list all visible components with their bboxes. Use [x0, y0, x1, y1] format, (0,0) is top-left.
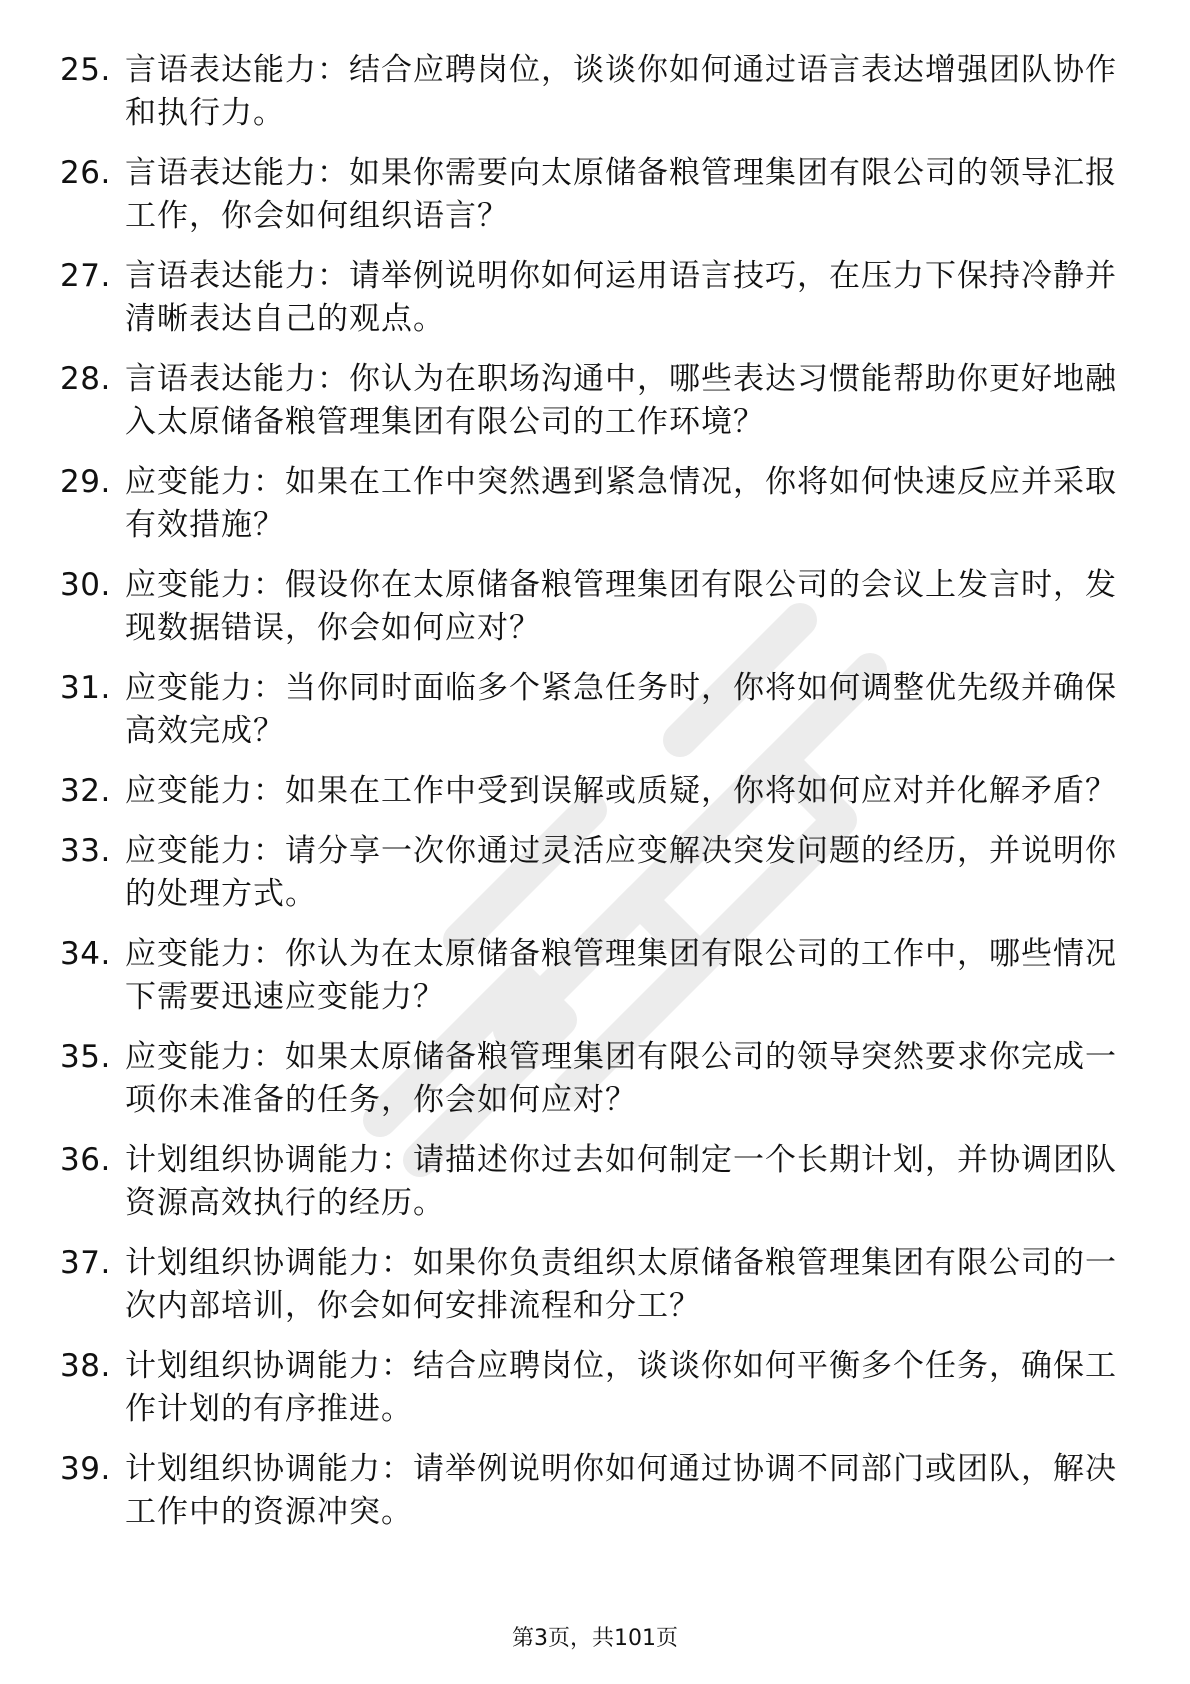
list-item: [60, 1448, 1120, 1534]
question-number: 28.: [60, 361, 111, 397]
question-text: 应变能力：如果在工作中受到误解或质疑，你将如何应对并化解矛盾？: [125, 773, 1117, 809]
question-number: 26.: [60, 155, 111, 191]
question-text: 应变能力：假设你在太原储备粮管理集团有限公司的会议上发言时，发现数据错误，你会如何应对？: [125, 567, 1117, 646]
question-number: 27.: [60, 258, 111, 294]
list-item: [60, 770, 1120, 813]
question-number: 35.: [60, 1039, 111, 1075]
list-item: [60, 152, 1120, 238]
list-item: [60, 255, 1120, 341]
question-text: 言语表达能力：请举例说明你如何运用语言技巧，在压力下保持冷静并清晰表达自己的观点。: [125, 258, 1117, 337]
list-item: [60, 461, 1120, 547]
question-text: 应变能力：如果太原储备粮管理集团有限公司的领导突然要求你完成一项你未准备的任务，你会如何应对？: [125, 1039, 1117, 1118]
page-indicator: 第3页，共101页: [512, 1626, 678, 1651]
question-text: 计划组织协调能力：如果你负责组织太原储备粮管理集团有限公司的一次内部培训，你会如何安排流程和分工？: [125, 1245, 1117, 1324]
question-text: 应变能力：当你同时面临多个紧急任务时，你将如何调整优先级并确保高效完成？: [125, 670, 1117, 749]
question-number: 39.: [60, 1451, 111, 1487]
question-number: 36.: [60, 1142, 111, 1178]
list-item: [60, 667, 1120, 753]
question-text: 应变能力：请分享一次你通过灵活应变解决突发问题的经历，并说明你的处理方式。: [125, 833, 1117, 912]
list-item: [60, 49, 1120, 135]
question-number: 29.: [60, 464, 111, 500]
question-text: 言语表达能力：你认为在职场沟通中，哪些表达习惯能帮助你更好地融入太原储备粮管理集团有限公司的工作环境？: [125, 361, 1117, 440]
list-item: [60, 1242, 1120, 1328]
list-item: [60, 1139, 1120, 1225]
list-item: [60, 933, 1120, 1019]
question-text: 言语表达能力：如果你需要向太原储备粮管理集团有限公司的领导汇报工作，你会如何组织语言？: [125, 155, 1117, 234]
question-number: 25.: [60, 52, 111, 88]
question-number: 37.: [60, 1245, 111, 1281]
list-item: [60, 564, 1120, 650]
question-text: 应变能力：你认为在太原储备粮管理集团有限公司的工作中，哪些情况下需要迅速应变能力？: [125, 936, 1117, 1015]
question-list: [60, 49, 1120, 1551]
question-number: 32.: [60, 773, 111, 809]
question-text: 计划组织协调能力：结合应聘岗位，谈谈你如何平衡多个任务，确保工作计划的有序推进。: [125, 1348, 1117, 1427]
question-number: 30.: [60, 567, 111, 603]
question-number: 31.: [60, 670, 111, 706]
question-text: 计划组织协调能力：请描述你过去如何制定一个长期计划，并协调团队资源高效执行的经历。: [125, 1142, 1117, 1221]
question-number: 34.: [60, 936, 111, 972]
question-text: 应变能力：如果在工作中突然遇到紧急情况，你将如何快速反应并采取有效措施？: [125, 464, 1117, 543]
list-item: [60, 830, 1120, 916]
question-text: 计划组织协调能力：请举例说明你如何通过协调不同部门或团队，解决工作中的资源冲突。: [125, 1451, 1117, 1530]
list-item: [60, 358, 1120, 444]
question-number: 33.: [60, 833, 111, 869]
question-number: 38.: [60, 1348, 111, 1384]
list-item: [60, 1036, 1120, 1122]
list-item: [60, 1345, 1120, 1431]
question-text: 言语表达能力：结合应聘岗位，谈谈你如何通过语言表达增强团队协作和执行力。: [125, 52, 1117, 131]
